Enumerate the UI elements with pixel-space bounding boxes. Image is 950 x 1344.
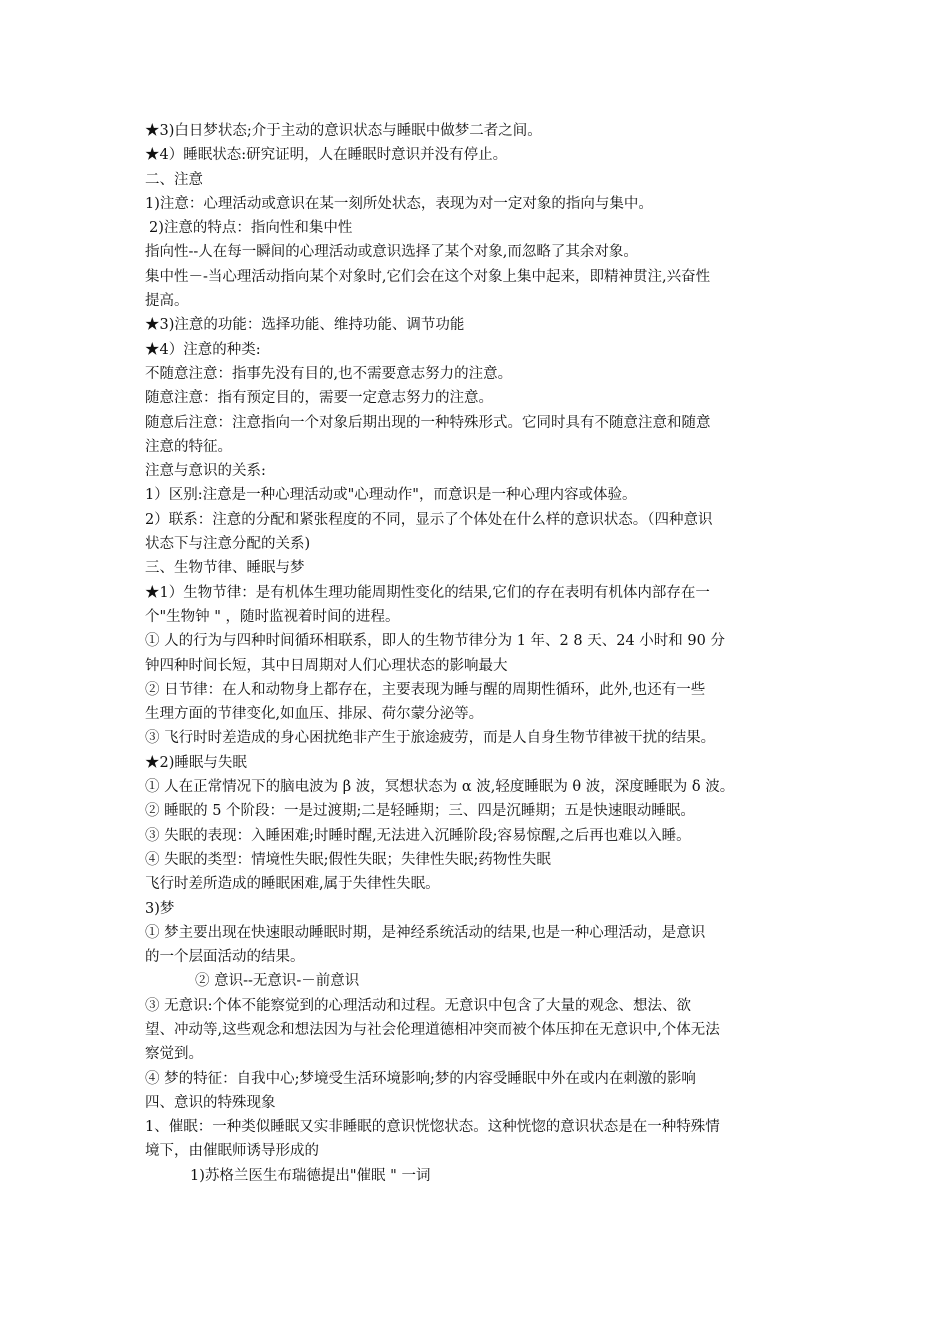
section-heading: 二、注意 <box>145 171 203 188</box>
text-line: 察觉到。 <box>145 1046 203 1063</box>
text-line: ④ 失眠的类型：情境性失眠;假性失眠；失律性失眠;药物性失眠 <box>145 851 551 868</box>
text-line: 1、催眠：一种类似睡眠又实非睡眠的意识恍惚状态。这种恍惚的意识状态是在一种特殊情 <box>145 1119 720 1136</box>
text-line: 集中性－-当心理活动指向某个对象时,它们会在这个对象上集中起来，即精神贯注,兴奋性 <box>145 268 711 285</box>
text-line: 2）联系：注意的分配和紧张程度的不同，显示了个体处在什么样的意识状态。（四种意识 <box>145 511 713 528</box>
text-line: ★3)注意的功能：选择功能、维持功能、调节功能 <box>145 317 465 334</box>
text-line: ② 日节律：在人和动物身上都存在，主要表现为睡与醒的周期性循环，此外,也还有一些 <box>145 681 706 698</box>
text-line: ★3)白日梦状态;介于主动的意识状态与睡眠中做梦二者之间。 <box>145 123 542 139</box>
text-line: 1)注意：心理活动或意识在某一刻所处状态，表现为对一定对象的指向与集中。 <box>145 195 653 212</box>
text-line: 提高。 <box>145 293 189 310</box>
text-line: 望、冲动等,这些观念和想法因为与社会伦理道德相冲突而被个体压抑在无意识中,个体无法 <box>145 1021 720 1038</box>
text-line: 个"生物钟 " ，随时监视着时间的进程。 <box>145 608 400 625</box>
text-line: 生理方面的节律变化,如血压、排尿、荷尔蒙分泌等。 <box>145 706 484 723</box>
section-heading: 三、生物节律、睡眠与梦 <box>145 560 305 577</box>
text-line: 注意的特征。 <box>145 438 232 455</box>
text-line: ③ 无意识:个体不能察觉到的心理活动和过程。无意识中包含了大量的观念、想法、欲 <box>145 997 691 1014</box>
text-line: ① 梦主要出现在快速眼动睡眠时期，是神经系统活动的结果,也是一种心理活动，是意识 <box>145 924 706 941</box>
text-line: 飞行时差所造成的睡眠困难,属于失律性失眠。 <box>145 876 440 893</box>
text-line: 1)苏格兰医生布瑞德提出"催眠 " 一词 <box>190 1167 431 1184</box>
text-line: ② 意识--无意识-－前意识 <box>195 973 360 990</box>
text-line: 随意注意：指有预定目的，需要一定意志努力的注意。 <box>145 390 493 407</box>
text-line: ★4）注意的种类: <box>145 341 261 358</box>
text-line: 3)梦 <box>145 900 175 917</box>
text-line: ① 人在正常情况下的脑电波为 β 波，冥想状态为 α 波,轻度睡眠为 θ 波，深度睡眠为 δ 波。 <box>145 779 735 796</box>
text-line: 状态下与注意分配的关系) <box>145 536 311 553</box>
text-line: 的一个层面活动的结果。 <box>145 949 305 966</box>
text-line: 不随意注意：指事先没有目的,也不需要意志努力的注意。 <box>145 365 513 382</box>
text-line: 2)注意的特点：指向性和集中性 <box>149 220 353 237</box>
text-line: ② 睡眠的 5 个阶段：一是过渡期;二是轻睡期；三、四是沉睡期；五是快速眼动睡眠。 <box>145 803 695 820</box>
text-line: 随意后注意：注意指向一个对象后期出现的一种特殊形式。它同时具有不随意注意和随意 <box>145 414 711 431</box>
text-line: ③ 失眠的表现：入睡困难;时睡时醒,无法进入沉睡阶段;容易惊醒,之后再也难以入睡。 <box>145 827 691 844</box>
text-line: 注意与意识的关系: <box>145 463 266 480</box>
text-line: 钟四种时间长短，其中日周期对人们心理状态的影响最大 <box>145 657 508 674</box>
text-line: ③ 飞行时时差造成的身心困扰绝非产生于旅途疲劳，而是人自身生物节律被干扰的结果。 <box>145 730 716 747</box>
document-body <box>0 119 950 1188</box>
text-line: 境下，由催眠师诱导形成的 <box>145 1143 319 1160</box>
text-line: ④ 梦的特征：自我中心;梦境受生活环境影响;梦的内容受睡眠中外在或内在刺激的影响 <box>145 1070 696 1087</box>
text-line: ★4）睡眠状态:研究证明，人在睡眠时意识并没有停止。 <box>145 147 508 164</box>
text-line: 1）区别:注意是一种心理活动或"心理动作"，而意识是一种心理内容或体验。 <box>145 487 637 504</box>
text-line: 指向性--人在每一瞬间的心理活动或意识选择了某个对象,而忽略了其余对象。 <box>145 244 638 261</box>
text-line: ① 人的行为与四种时间循环相联系，即人的生物节律分为 1 年、2 8 天、24 小时和 90 分 <box>145 633 725 650</box>
text-line: ★2)睡眠与失眠 <box>145 754 247 771</box>
text-line: ★1）生物节律：是有机体生理功能周期性变化的结果,它们的存在表明有机体内部存在一 <box>145 584 710 601</box>
section-heading: 四、意识的特殊现象 <box>145 1094 276 1111</box>
